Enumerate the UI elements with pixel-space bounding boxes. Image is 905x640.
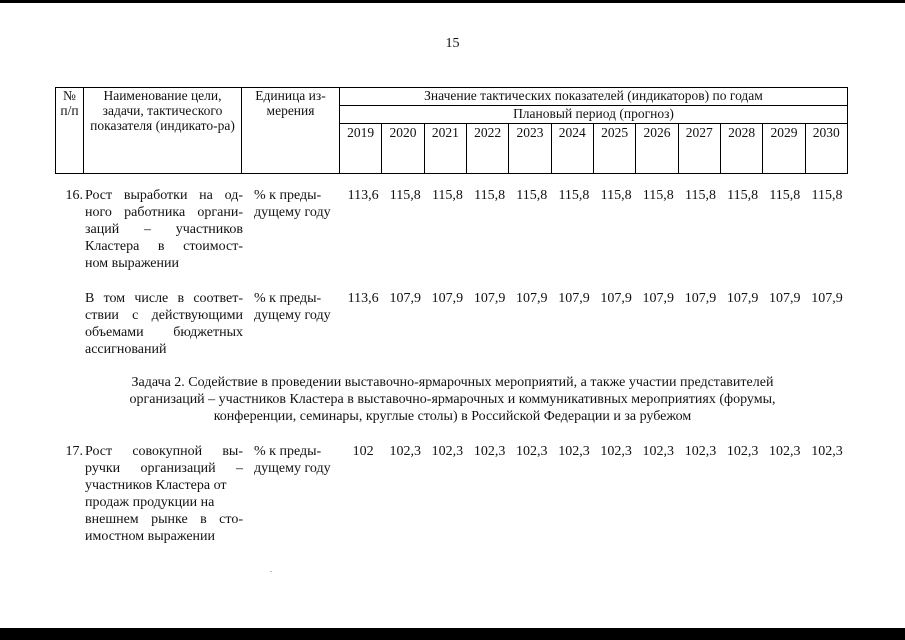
value-cell: 113,6 [347,188,379,203]
row-name-line: ствии с действующими [85,308,243,323]
row-name-line: Рост совокупной вы- [85,444,243,459]
row-name-line: ассигнований [85,342,167,357]
top-border-line [0,0,905,3]
row-name-line: продаж продукции на [85,495,215,510]
value-cell: 102,3 [811,444,843,459]
value-cell: 102,3 [431,444,464,459]
indicator-table-header [55,87,848,174]
year-cell: 2022 [466,124,508,174]
year-cell: 2027 [678,124,720,174]
row-name-line: ручки организаций – [85,461,243,476]
row-number: 16. [65,188,83,203]
value-cell: 115,8 [811,188,843,203]
value-cell: 107,9 [726,291,759,306]
row-name-line: заций – участников [85,222,243,237]
row-values [342,443,848,460]
year-cell: 2030 [805,124,847,174]
value-cell: 107,9 [684,291,717,306]
year-cell: 2020 [382,124,424,174]
value-cell: 107,9 [558,291,590,306]
header-plan-period: Плановый период (прогноз) [340,106,848,124]
task-line: организаций – участников Кластера в выставочно-ярмарочных и коммуникативных мероприятиях (форумы, [129,392,776,407]
row-unit-line: дущему году [254,205,331,220]
year-cell: 2023 [509,124,551,174]
value-cell: 115,8 [684,188,716,203]
value-cell: 107,9 [389,291,421,306]
value-cell: 115,8 [389,188,421,203]
task-line: конференции, семинары, круглые столы) в Российской Федерации и за рубежом [213,409,692,424]
value-cell: 115,8 [727,188,759,203]
value-cell: 107,9 [516,291,548,306]
row-unit-line: дущему году [254,308,331,323]
value-cell: 115,8 [474,188,506,203]
row-number: 17. [65,444,83,459]
value-cell: 102,3 [473,444,506,459]
year-cell: 2021 [424,124,466,174]
row-name-line: Рост выработки на од- [85,188,243,203]
value-cell: 115,8 [769,188,801,203]
value-cell: 102,3 [389,444,421,459]
value-cell: 115,8 [558,188,590,203]
year-cell: 2029 [763,124,805,174]
value-cell: 107,9 [769,291,801,306]
value-cell: 107,9 [600,291,632,306]
year-cell: 2024 [551,124,593,174]
row-name [85,290,243,358]
row-name-line: участников Кластера от [85,478,227,493]
header-unit: Единица из-мерения [242,88,340,174]
value-cell: 107,9 [811,291,843,306]
value-cell: 102,3 [516,444,548,459]
row-unit [254,290,339,324]
row-values [342,187,848,204]
value-cell: 102,3 [642,444,675,459]
value-cell: 102,3 [600,444,632,459]
value-cell: 115,8 [600,188,632,203]
row-unit-line: дущему году [254,461,331,476]
header-values: Значение тактических показателей (индикаторов) по годам [340,88,848,106]
task-line: Задача 2. Содействие в проведении выставочно-ярмарочных мероприятий, а также участии представителей [131,375,774,390]
value-cell: 102,3 [726,444,759,459]
year-cell: 2025 [593,124,635,174]
value-cell: 107,9 [473,291,506,306]
row-name [85,443,243,545]
bottom-border-bar [0,628,905,640]
row-unit-line: % к преды- [254,188,322,203]
year-cell: 2019 [340,124,382,174]
header-name [84,88,242,174]
row-name-line: объемами бюджетных [85,325,243,340]
row-unit [254,187,339,221]
value-cell: 115,8 [431,188,463,203]
value-cell: 102,3 [769,444,801,459]
row-name-line: имостном выражении [85,529,216,544]
row-unit-line: % к преды- [254,444,322,459]
row-name-line: В том числе в соответ- [85,291,243,306]
year-cell: 2026 [636,124,678,174]
value-cell: 115,8 [516,188,548,203]
row-values [342,290,848,307]
value-cell: 107,9 [431,291,464,306]
task-heading [90,374,815,425]
row-name [85,187,243,272]
value-cell: 107,9 [642,291,675,306]
row-unit-line: % к преды- [254,291,322,306]
value-cell: 113,6 [347,291,379,306]
row-name-line: Кластера в стоимост- [85,239,243,254]
value-cell: 102,3 [684,444,717,459]
row-unit [254,443,339,477]
row-name-line: внешнем рынке в сто- [85,512,243,527]
header-num: № п/п [56,88,84,174]
row-name-line: ном выражении [85,256,179,271]
year-cell: 2028 [720,124,762,174]
value-cell: 102 [352,444,374,459]
row-name-line: ного работника органи- [85,205,243,220]
value-cell: 115,8 [642,188,674,203]
page-number: 15 [445,36,460,51]
scan-speck [270,571,272,572]
value-cell: 102,3 [558,444,590,459]
header-name-text: Наименование цели, задачи, тактического показателя (индикато-ра) [90,88,235,133]
